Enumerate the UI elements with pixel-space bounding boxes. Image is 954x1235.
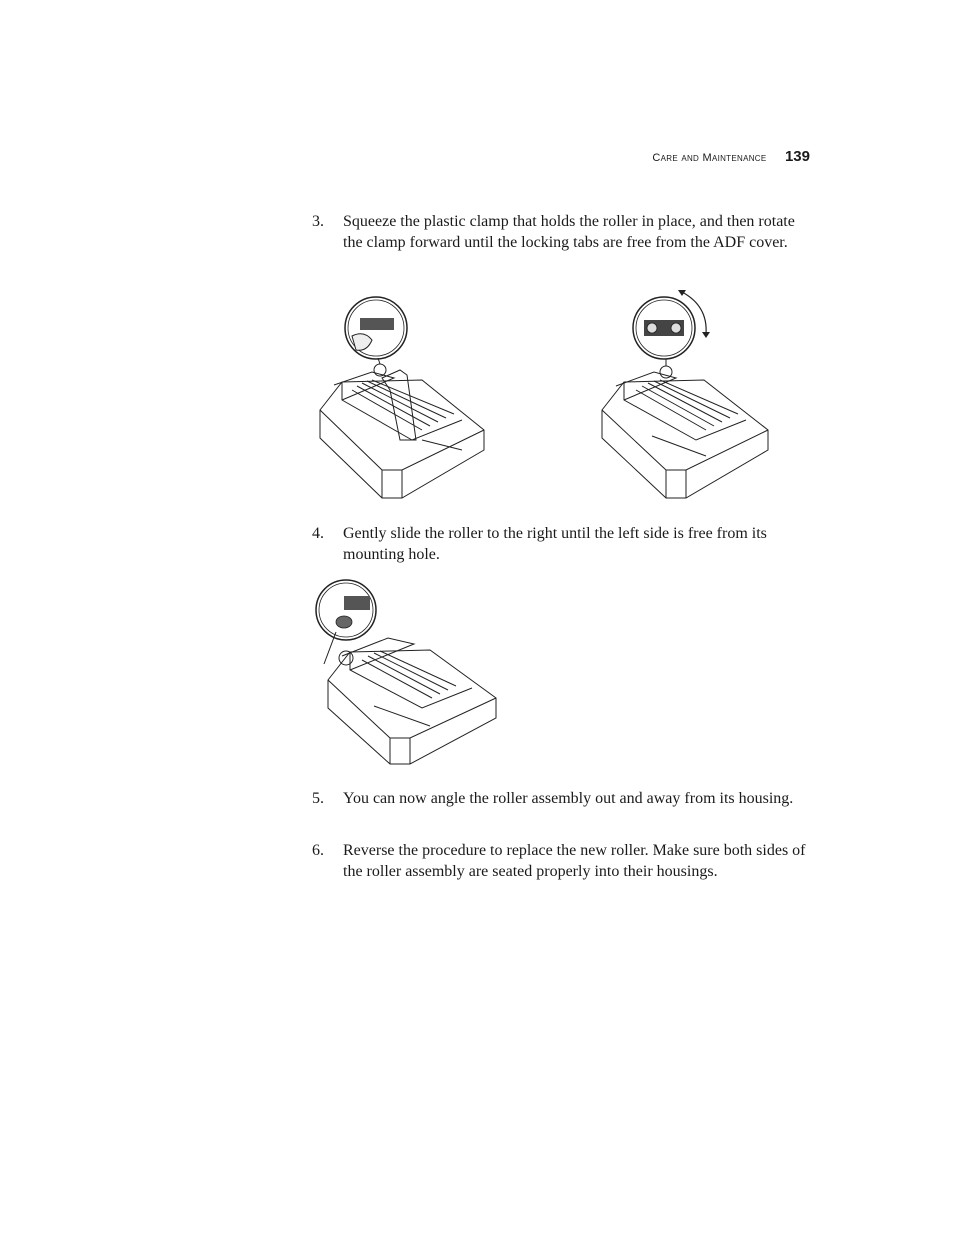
scanner-roller-slide-illustration: [314, 578, 500, 768]
page-header: [560, 148, 810, 166]
running-title: Care and Maintenance: [652, 152, 767, 164]
step-number: 3.: [312, 213, 324, 230]
step-number: 6.: [312, 842, 324, 859]
detail-callout: [345, 297, 407, 376]
page-number: 139: [784, 148, 810, 165]
scanner-body: [602, 372, 768, 498]
scanner-clamp-squeeze-illustration: [312, 290, 488, 502]
detail-callout: [633, 297, 695, 378]
step-text: Squeeze the plastic clamp that holds the roller in place, and then rotate the clamp forward until the locking tabs are free from the ADF cover.: [343, 213, 795, 251]
step-number: 4.: [312, 525, 324, 542]
scanner-body: [320, 372, 484, 498]
scanner-clamp-rotate-illustration: [596, 286, 774, 502]
detail-callout: [316, 580, 376, 665]
step-text: Reverse the procedure to replace the new roller. Make sure both sides of the roller assembly are seated properly into their housings.: [343, 842, 806, 880]
step-text: Gently slide the roller to the right until the left side is free from its mounting hole.: [343, 525, 767, 563]
step-number: 5.: [312, 790, 324, 807]
step-text: You can now angle the roller assembly out and away from its housing.: [343, 790, 794, 807]
